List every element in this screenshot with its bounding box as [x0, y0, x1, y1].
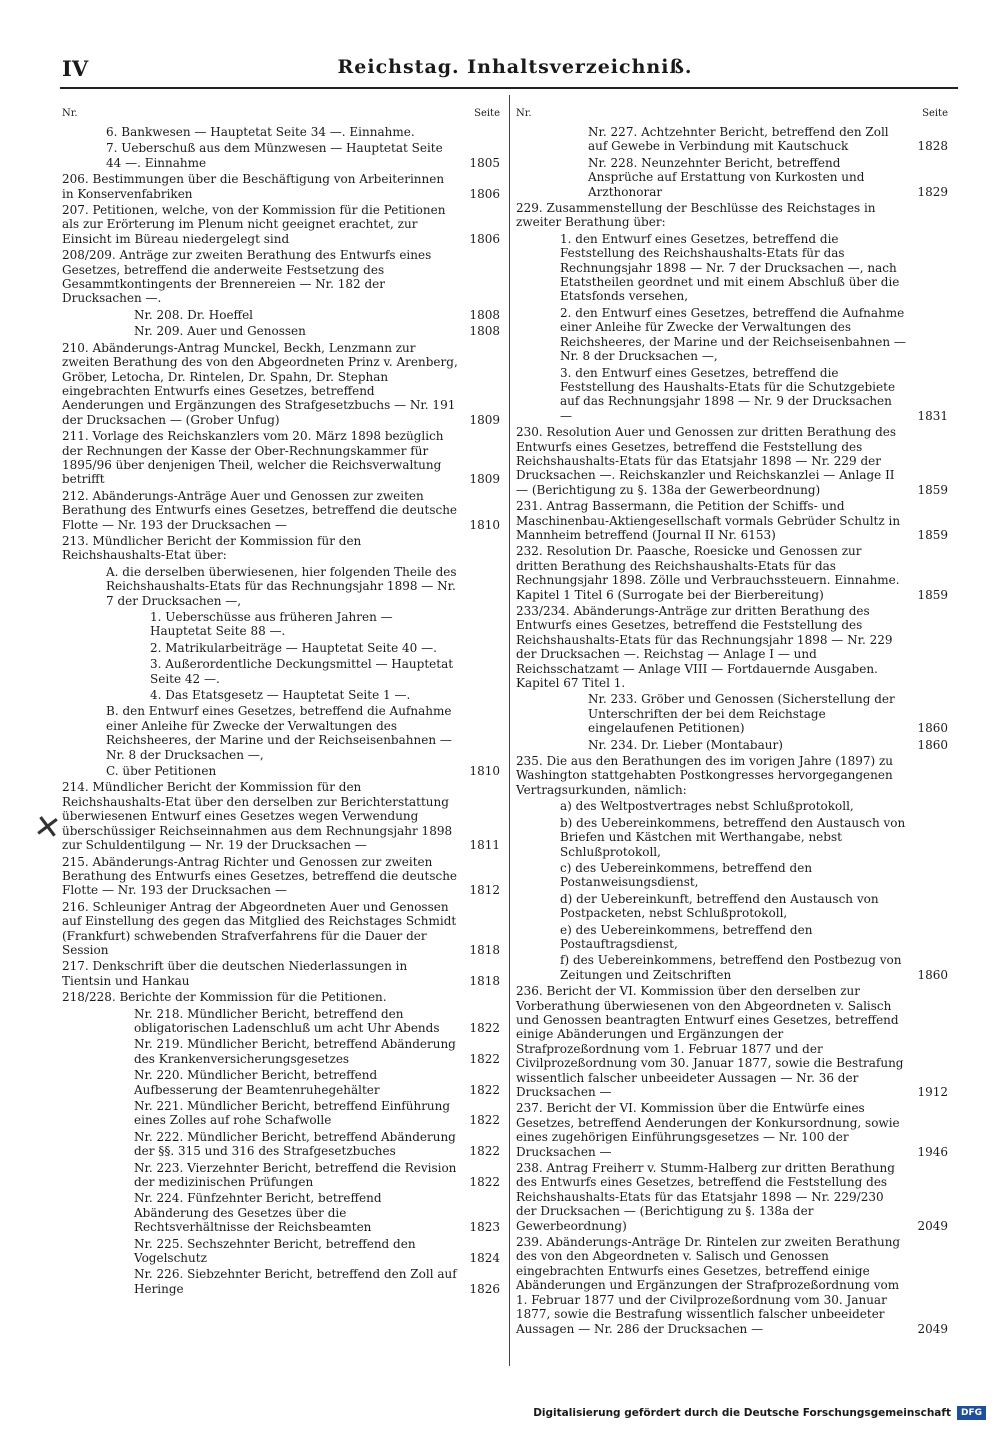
toc-entry [516, 1101, 948, 1159]
toc-entry-text: Nr. 221. Mündlicher Bericht, betreffend Einführung eines Zolles auf rohe Schafwolle [134, 1099, 451, 1128]
toc-entry [516, 425, 948, 497]
toc-entry-page: 1822 [469, 1082, 500, 1097]
toc-entry-page: 1810 [469, 517, 500, 532]
seite-label: Seite [922, 108, 948, 119]
toc-entry-text: A. die derselben überwiesenen, hier folgenden Theile des Reichshaushalts-Etats für das Rechnungsjahr 1898 — Nr. 7 der Drucksachen —, [106, 564, 457, 608]
toc-entry [62, 1099, 500, 1128]
toc-entry-page: 1809 [469, 472, 500, 487]
toc-entry-page: 1806 [469, 186, 500, 201]
toc-entry [62, 610, 500, 639]
toc-entry [516, 984, 948, 1099]
toc-entry [62, 780, 500, 852]
toc-entry [62, 1068, 500, 1097]
toc-entry-text: 6. Bankwesen — Hauptetat Seite 34 —. Einnahme. [106, 125, 415, 139]
toc-entry [516, 1161, 948, 1233]
toc-entry-text: 237. Bericht der VI. Kommission über die Entwürfe eines Gesetzes, betreffend Aenderungen der Konkursordnung, sowie eines zugehörigen Einführungsgesetzes — Nr. 100 der Drucksachen — [516, 1101, 900, 1159]
toc-entry [516, 544, 948, 602]
toc-entry [516, 692, 948, 735]
toc-entry-page: 1859 [917, 482, 948, 497]
toc-entry-text: 210. Abänderungs-Antrag Munckel, Beckh, Lenzmann zur zweiten Berathung des von den Abgeordneten Prinz v. Arenberg, Gröber, Letocha, Dr. Rintelen, Dr. Spahn, Dr. Stephan eingebrachten Entwurfs eines Gesetzes, betreffend Aenderungen und Ergänzungen des Strafgesetzbuchs — Nr. 191 der Drucksachen — (Grober Unfug) [62, 340, 458, 427]
toc-entry-page: 1831 [917, 408, 948, 423]
toc-entry [516, 306, 948, 364]
page-number: IV [62, 56, 89, 81]
toc-entry [62, 308, 500, 322]
toc-entry-text: e) des Uebereinkommens, betreffend den Postauftragsdienst, [560, 922, 813, 951]
toc-entry-page: 1823 [469, 1220, 500, 1235]
toc-entry-page: 1826 [469, 1281, 500, 1296]
toc-entry-page: 1822 [469, 1144, 500, 1159]
toc-entry [516, 953, 948, 982]
toc-entry-text: 231. Antrag Bassermann, die Petition der Schiffs- und Maschinenbau-Aktiengesellschaft vormals Gebrüder Schultz in Mannheim betreffend (Journal II Nr. 6153) [516, 499, 901, 542]
toc-entry-text: Nr. 219. Mündlicher Bericht, betreffend Abänderung des Krankenversicherungsgesetzes [134, 1037, 456, 1066]
toc-entry [62, 688, 500, 702]
toc-entry-page: 1818 [469, 942, 500, 957]
toc-entry-page: 1912 [917, 1085, 948, 1099]
toc-entry [516, 499, 948, 542]
toc-entry-text: 206. Bestimmungen über die Beschäftigung von Arbeiterinnen in Konservenfabriken [62, 172, 445, 201]
toc-entry-text: b) des Uebereinkommens, betreffend den Austausch von Briefen und Kästchen mit Werthangabe, nebst Schlußprotokoll, [560, 815, 906, 859]
toc-entry [62, 855, 500, 898]
toc-entry-page: 1946 [917, 1144, 948, 1159]
toc-entry [62, 1191, 500, 1234]
dfg-logo: DFG [957, 1406, 986, 1420]
left-column [62, 108, 500, 1298]
toc-entry-page: 1805 [469, 155, 500, 170]
toc-entry-page: 1829 [917, 184, 948, 199]
toc-entry [62, 1237, 500, 1266]
toc-entry [62, 1161, 500, 1190]
toc-entry-page: 1860 [917, 737, 948, 752]
toc-entry-text: 238. Antrag Freiherr v. Stumm-Halberg zur dritten Berathung des Entwurfs eines Gesetzes, betreffend die Feststellung des Reichshaushalts-Etats für das Etatsjahr 1898 — Nr. 229/230 der Drucksachen — (Berichtigung zu §. 138a der Gewerbeordnung) [516, 1161, 895, 1233]
footer [533, 1406, 986, 1420]
toc-entry [62, 565, 500, 608]
toc-entry-text: c) des Uebereinkommens, betreffend den Postanweisungsdienst, [560, 860, 813, 890]
toc-entry-text: 208/209. Anträge zur zweiten Berathung des Entwurfs eines Gesetzes, betreffend die anderweite Festsetzung des Gesammtkontingents der Brennereien — Nr. 182 der Drucksachen —. [62, 248, 432, 306]
page-title: Reichstag. Inhaltsverzeichniß. [337, 56, 693, 78]
toc-entry-page: 1822 [469, 1020, 500, 1035]
right-column [516, 108, 948, 1338]
toc-entry-text: Nr. 226. Siebzehnter Bericht, betreffend den Zoll auf Heringe [134, 1267, 457, 1296]
toc-entry [62, 764, 500, 778]
toc-entry-text: 233/234. Abänderungs-Anträge zur dritten Berathung des Entwurfs eines Gesetzes, betreffend die Feststellung des Reichshaushalts-Etats für das Rechnungsjahr 1898 — Nr. 229 der Drucksachen —. Reichstag — Anlage I — und Reichsschatzamt — Anlage VIII — Fortdauernde Ausgaben. Kapitel 67 Titel 1. [516, 604, 893, 691]
toc-entry [516, 892, 948, 921]
toc-entry-text: 232. Resolution Dr. Paasche, Roesicke und Genossen zur dritten Berathung des Reichshaushalts-Etats für das Rechnungsjahr 1898. Zölle und Verbrauchssteuern. Einnahme. Kapitel 1 Titel 6 (Surrogate bei der Bierbereitung) [516, 544, 900, 602]
toc-entry [516, 125, 948, 154]
toc-entry-text: 236. Bericht der VI. Kommission über den derselben zur Vorberathung überwiesenen von den Abgeordneten v. Salisch und Genossen beantragten Entwurf eines Gesetzes, betreffend einige Abänderungen und Ergänzungen der Strafprozeßordnung vom 1. Februar 1877 und der Civilprozeßordnung vom 30. Januar 1877, sowie die Bestrafung wissentlich falscher unbeeideter Aussagen — Nr. 36 der Drucksachen — [516, 984, 904, 1099]
toc-entry-page: 1824 [469, 1251, 500, 1266]
toc-entry [62, 657, 500, 686]
toc-entry-text: 214. Mündlicher Bericht der Kommission für den Reichshaushalts-Etat über den derselben zur Berichterstattung überwiesenen Entwurf eines Gesetzes wegen Verwendung überschüssiger Reichseinnahmen aus dem Rechnungsjahr 1898 zur Schuldentilgung — Nr. 19 der Drucksachen — [62, 780, 453, 853]
toc-entry [516, 861, 948, 890]
column-divider [509, 95, 510, 1366]
toc-entry-text: 4. Das Etatsgesetz — Hauptetat Seite 1 —. [150, 688, 411, 703]
toc-entry-text: Nr. 233. Gröber und Genossen (Sicherstellung der Unterschriften der bei dem Reichstage eingelaufenen Petitionen) [588, 692, 895, 736]
toc-entry-text: 216. Schleuniger Antrag der Abgeordneten Auer und Genossen auf Einstellung des gegen das Mitglied des Reichstages Schmidt (Frankfurt) schwebenden Strafverfahrens für die Dauer der Session [62, 899, 457, 957]
toc-entry [516, 799, 948, 813]
toc-entry-page: 1808 [469, 324, 500, 339]
toc-entry [62, 704, 500, 762]
toc-entry [516, 232, 948, 304]
toc-entry-text: Nr. 218. Mündlicher Bericht, betreffend den obligatorischen Ladenschluß um acht Uhr Abends [134, 1006, 440, 1035]
toc-entry-text: 211. Vorlage des Reichskanzlers vom 20. März 1898 bezüglich der Rechnungen der Kasse der Ober-Rechnungskammer für 1895/96 über denjenigen Theil, welcher die Reichsverwaltung betrifft [62, 429, 444, 487]
toc-entry-page: 1808 [469, 307, 500, 322]
toc-entry [62, 324, 500, 338]
toc-entry-page: 2049 [917, 1218, 948, 1233]
toc-entry-text: 2. den Entwurf eines Gesetzes, betreffend die Aufnahme einer Anleihe für Zwecke der Verwaltungen des Reichsheeres, der Marine und der Reichseisenbahnen — Nr. 8 der Drucksachen —, [560, 305, 906, 364]
toc-entry-page: 1859 [917, 527, 948, 542]
left-column-header [62, 108, 500, 119]
toc-entry [516, 1235, 948, 1336]
toc-entry-text: 1. Ueberschüsse aus früheren Jahren — Hauptetat Seite 88 —. [150, 610, 393, 639]
right-column-header [516, 108, 948, 119]
toc-entry [62, 1267, 500, 1296]
toc-entry-page: 1818 [469, 973, 500, 988]
toc-entry [516, 923, 948, 952]
toc-entry-text: 218/228. Berichte der Kommission für die Petitionen. [62, 990, 387, 1005]
toc-entry-text: 3. Außerordentliche Deckungsmittel — Hauptetat Seite 42 —. [150, 657, 454, 686]
toc-entry [62, 1130, 500, 1159]
toc-entry-text: 230. Resolution Auer und Genossen zur dritten Berathung des Entwurfs eines Gesetzes, betreffend die Feststellung des Reichshaushalts-Etats für das Etatsjahr 1898 — Nr. 229 der Drucksachen —. Reichskanzler und Reichskanzlei — Anlage II — (Berichtigung zu §. 138a der Gewerbeordnung) [516, 425, 897, 497]
left-entry-list [62, 125, 500, 1296]
toc-entry-text: Nr. 228. Neunzehnter Bericht, betreffend Ansprüche auf Erstattung von Kurkosten und Arzthonorar [588, 155, 865, 199]
toc-entry [62, 248, 500, 306]
toc-entry-text: a) des Weltpostvertrages nebst Schlußprotokoll, [560, 799, 854, 814]
toc-entry [516, 201, 948, 230]
nr-label: Nr. [516, 108, 532, 119]
toc-entry-text: 2. Matrikularbeiträge — Hauptetat Seite 40 —. [150, 640, 437, 655]
toc-entry-page: 1812 [469, 883, 500, 898]
toc-entry [62, 429, 500, 487]
toc-entry-text: f) des Uebereinkommens, betreffend den Postbezug von Zeitungen und Zeitschriften [560, 953, 902, 982]
toc-entry-page: 1809 [469, 412, 500, 427]
toc-entry-page: 1810 [469, 764, 500, 779]
toc-entry [62, 959, 500, 988]
toc-entry-text: d) der Uebereinkunft, betreffend den Austausch von Postpacketen, nebst Schlußprotokoll, [560, 891, 879, 921]
toc-entry-text: 215. Abänderungs-Antrag Richter und Genossen zur zweiten Berathung des Entwurfs eines Gesetzes, betreffend die deutsche Flotte — Nr. 193 der Drucksachen — [62, 854, 458, 898]
toc-entry-page: 1822 [469, 1175, 500, 1190]
toc-entry-page: 1828 [917, 139, 948, 154]
toc-entry [62, 1037, 500, 1066]
toc-entry [516, 156, 948, 199]
toc-entry-text: Nr. 220. Mündlicher Bericht, betreffend Aufbesserung der Beamtenruhegehälter [134, 1068, 380, 1097]
toc-entry [516, 816, 948, 859]
toc-entry [62, 203, 500, 246]
toc-entry-page: 1860 [917, 967, 948, 982]
toc-entry [62, 172, 500, 201]
toc-entry [516, 754, 948, 797]
toc-entry-text: 217. Denkschrift über die deutschen Niederlassungen in Tientsin und Hankau [62, 959, 408, 988]
toc-entry-text: 213. Mündlicher Bericht der Kommission für den Reichshaushalts-Etat über: [62, 533, 362, 563]
toc-entry-page: 1860 [917, 721, 948, 736]
toc-entry [516, 738, 948, 752]
toc-entry-text: B. den Entwurf eines Gesetzes, betreffend die Aufnahme einer Anleihe für Zwecke der Verwaltungen des Reichsheeres, der Marine und der Reichseisenbahnen — Nr. 8 der Drucksachen —, [106, 704, 452, 762]
toc-entry-text: 3. den Entwurf eines Gesetzes, betreffend die Feststellung des Haushalts-Etats für die Schutzgebiete auf das Rechnungsjahr 1898 — Nr. 9 der Drucksachen — [560, 365, 896, 423]
toc-entry-text: 229. Zusammenstellung der Beschlüsse des Reichstages in zweiter Berathung über: [516, 201, 876, 230]
toc-entry-text: 235. Die aus den Berathungen des im vorigen Jahre (1897) zu Washington stattgehabten Postkongresses hervorgegangenen Vertragsurkunden, nämlich: [516, 754, 894, 797]
toc-entry-page: 1822 [469, 1051, 500, 1066]
toc-entry-page: 1859 [917, 587, 948, 602]
toc-entry-page: 1822 [469, 1113, 500, 1128]
toc-entry [62, 141, 500, 170]
toc-entry-text: Nr. 223. Vierzehnter Bericht, betreffend die Revision der medizinischen Prüfungen [134, 1160, 457, 1190]
toc-entry [62, 641, 500, 655]
toc-entry [62, 534, 500, 563]
toc-entry [62, 1007, 500, 1036]
toc-entry [516, 366, 948, 424]
toc-entry-text: 212. Abänderungs-Anträge Auer und Genossen zur zweiten Berathung des Entwurfs eines Gesetzes, betreffend die deutsche Flotte — Nr. 193 der Drucksachen — [62, 488, 458, 532]
toc-entry-page: 1806 [469, 231, 500, 246]
toc-entry-page: 2049 [917, 1321, 948, 1336]
toc-entry-text: Nr. 225. Sechszehnter Bericht, betreffend den Vogelschutz [134, 1236, 416, 1266]
toc-entry [62, 489, 500, 532]
header-rule [60, 87, 958, 89]
toc-entry-text: 239. Abänderungs-Anträge Dr. Rintelen zur zweiten Berathung des von den Abgeordneten v. Salisch und Genossen eingebrachten Entwurfs eines Gesetzes, betreffend einige Abänderungen und Ergänzungen der Strafprozeßordnung vom 1. Februar 1877 und der Civilprozeßordnung vom 30. Januar 1877, sowie die Bestrafung wissentlich falscher unbeeideter Aussagen — Nr. 286 der Drucksachen — [516, 1235, 901, 1336]
handwritten-x-mark: ✕ [31, 806, 64, 848]
toc-entry-text: 1. den Entwurf eines Gesetzes, betreffend die Feststellung des Reichshaushalts-Etats für das Rechnungsjahr 1898 — Nr. 7 der Drucksachen —, nach Etatstheilen geordnet und mit einem Abschluß über die Etatsfonds versehen, [560, 231, 900, 304]
toc-entry [62, 125, 500, 139]
nr-label: Nr. [62, 108, 78, 119]
right-entry-list [516, 125, 948, 1336]
toc-entry-page: 1811 [469, 838, 500, 853]
toc-entry [62, 990, 500, 1004]
toc-entry-text: Nr. 209. Auer und Genossen [134, 324, 306, 339]
toc-entry-text: Nr. 208. Dr. Hoeffel [134, 307, 254, 322]
toc-entry [516, 604, 948, 690]
seite-label: Seite [474, 108, 500, 119]
toc-entry-text: Nr. 222. Mündlicher Bericht, betreffend Abänderung der §§. 315 und 316 des Strafgesetzbuches [134, 1129, 456, 1159]
toc-entry-text: Nr. 234. Dr. Lieber (Montabaur) [588, 737, 783, 752]
toc-entry-text: C. über Petitionen [106, 764, 217, 779]
footer-text: Digitalisierung gefördert durch die Deutsche Forschungsgemeinschaft [533, 1407, 951, 1419]
toc-entry [62, 900, 500, 958]
toc-entry-text: 7. Ueberschuß aus dem Münzwesen — Hauptetat Seite 44 —. Einnahme [106, 141, 443, 170]
toc-entry-text: Nr. 227. Achtzehnter Bericht, betreffend den Zoll auf Gewebe in Verbindung mit Kautschuck [588, 125, 889, 154]
toc-entry-text: 207. Petitionen, welche, von der Kommission für die Petitionen als zur Erörterung im Plenum nicht geeignet erachtet, zur Einsicht im Büreau niedergelegt sind [62, 203, 446, 246]
toc-entry-text: Nr. 224. Fünfzehnter Bericht, betreffend Abänderung des Gesetzes über die Rechtsverhältnisse der Reichsbeamten [134, 1191, 382, 1235]
toc-entry [62, 341, 500, 427]
